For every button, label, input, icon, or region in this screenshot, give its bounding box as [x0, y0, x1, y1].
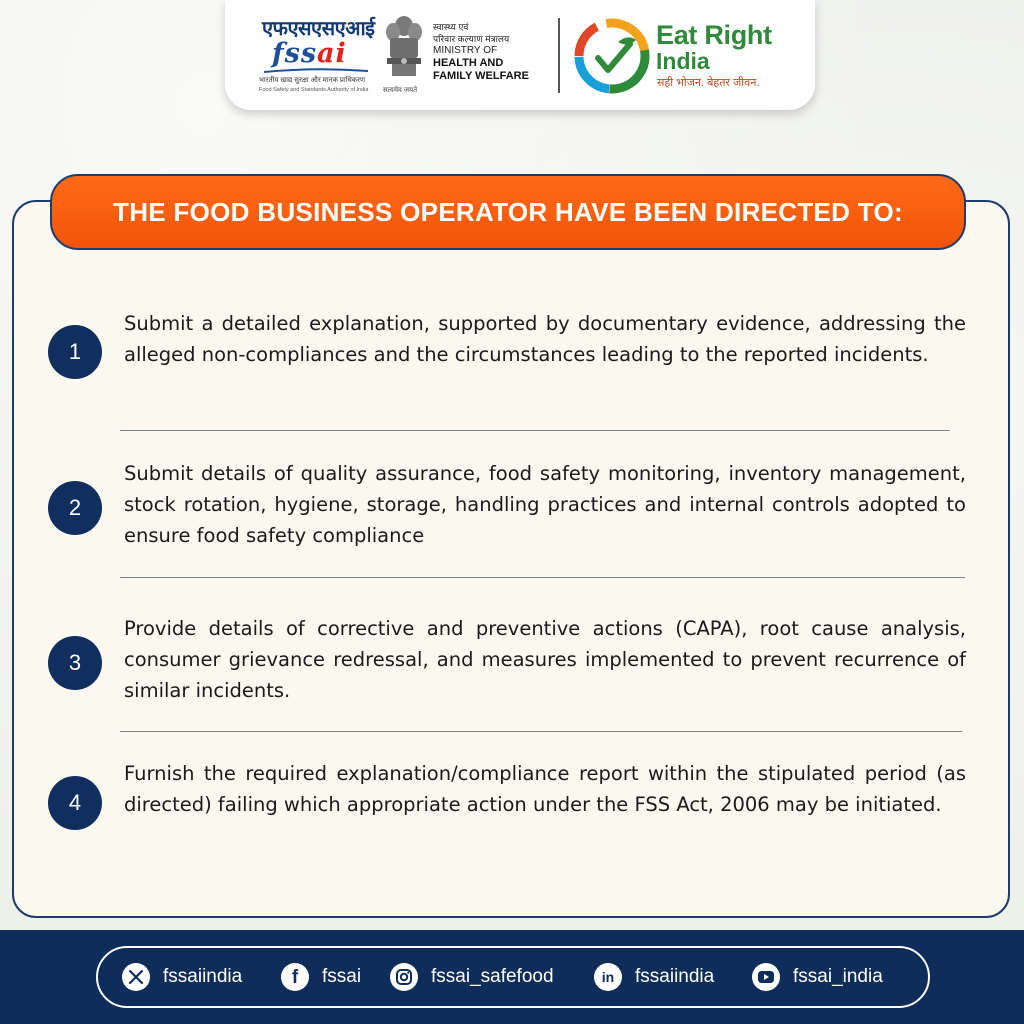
social-link-facebook[interactable]: [281, 962, 361, 992]
social-handle: fssai_safefood: [431, 966, 554, 987]
directive-text: Submit a detailed explanation, supported by documentary evidence, addressing the alleged non-compliances and the circumstances leading to the reported incidents.: [124, 312, 966, 366]
social-handle: fssaiindia: [163, 966, 243, 987]
ministry-english-line3: FAMILY WELFARE: [433, 70, 529, 82]
fssai-hindi-name: एफएसएसएआई: [262, 16, 375, 40]
fssai-hindi-subtitle: भारतीय खाद्य सुरक्षा और मानक प्राधिकरण: [259, 77, 366, 84]
directive-divider: [120, 731, 962, 732]
directive-text: Provide details of corrective and preventive actions (CAPA), root cause analysis, consumer grievance redressal, and measures implemented to prevent recurrence of similar incidents.: [124, 617, 966, 702]
social-link-youtube[interactable]: [752, 962, 883, 992]
social-link-linkedin[interactable]: [594, 962, 714, 992]
fssai-swoosh-icon: [262, 68, 370, 74]
ministry-hindi-line2: परिवार कल्याण मंत्रालय: [433, 34, 510, 44]
directive-number-badge: 3: [48, 636, 102, 690]
fssai-english-subtitle: Food Safety and Standards Authority of India: [259, 87, 369, 93]
eat-right-tagline: सही भोजन. बेहतर जीवन.: [657, 77, 760, 89]
instagram-icon: [390, 963, 418, 991]
directive-divider: [120, 430, 950, 431]
social-link-instagram[interactable]: [390, 962, 554, 992]
ministry-hindi-line1: स्वास्थ्य एवं: [433, 22, 469, 32]
linkedin-icon: in: [594, 963, 622, 991]
directive-text: Furnish the required explanation/compliance report within the stipulated period (as directed) failing which appropriate action under the FSS Act, 2006 may be initiated.: [124, 762, 966, 816]
eat-right-india-logo-icon: [574, 18, 650, 94]
ministry-english-line2: HEALTH AND: [433, 57, 504, 69]
youtube-icon: [752, 963, 780, 991]
fssai-logo: [272, 38, 347, 69]
header-divider: [558, 18, 560, 93]
directive-text: Submit details of quality assurance, food safety monitoring, inventory management, stock rotation, hygiene, storage, handling practices and internal controls adopted to ensure food safety compliance: [124, 462, 966, 547]
eat-right-title-line2: India: [656, 48, 710, 74]
social-handle: fssaiindia: [635, 966, 715, 987]
fssai-logo-main: fss: [272, 38, 318, 69]
directive-number-badge: 4: [48, 776, 102, 830]
social-link-x[interactable]: [122, 962, 242, 992]
ministry-english-line1: MINISTRY OF: [433, 45, 498, 56]
social-handle: fssai_india: [793, 966, 883, 987]
directive-number-badge: 2: [48, 481, 102, 535]
facebook-icon: f: [281, 963, 309, 991]
fssai-logo-accent: ai: [317, 38, 347, 69]
national-emblem-icon: [382, 12, 426, 82]
directive-number-badge: 1: [48, 325, 102, 379]
heading-banner: [50, 174, 966, 250]
emblem-motto: सत्यमेव जयते: [383, 87, 418, 94]
eat-right-title-line1: Eat Right: [656, 20, 772, 50]
social-handle: fssai: [322, 966, 362, 987]
directive-divider: [120, 577, 965, 578]
x-icon: [122, 963, 150, 991]
page-title: THE FOOD BUSINESS OPERATOR HAVE BEEN DIRECTED TO:: [113, 196, 903, 227]
